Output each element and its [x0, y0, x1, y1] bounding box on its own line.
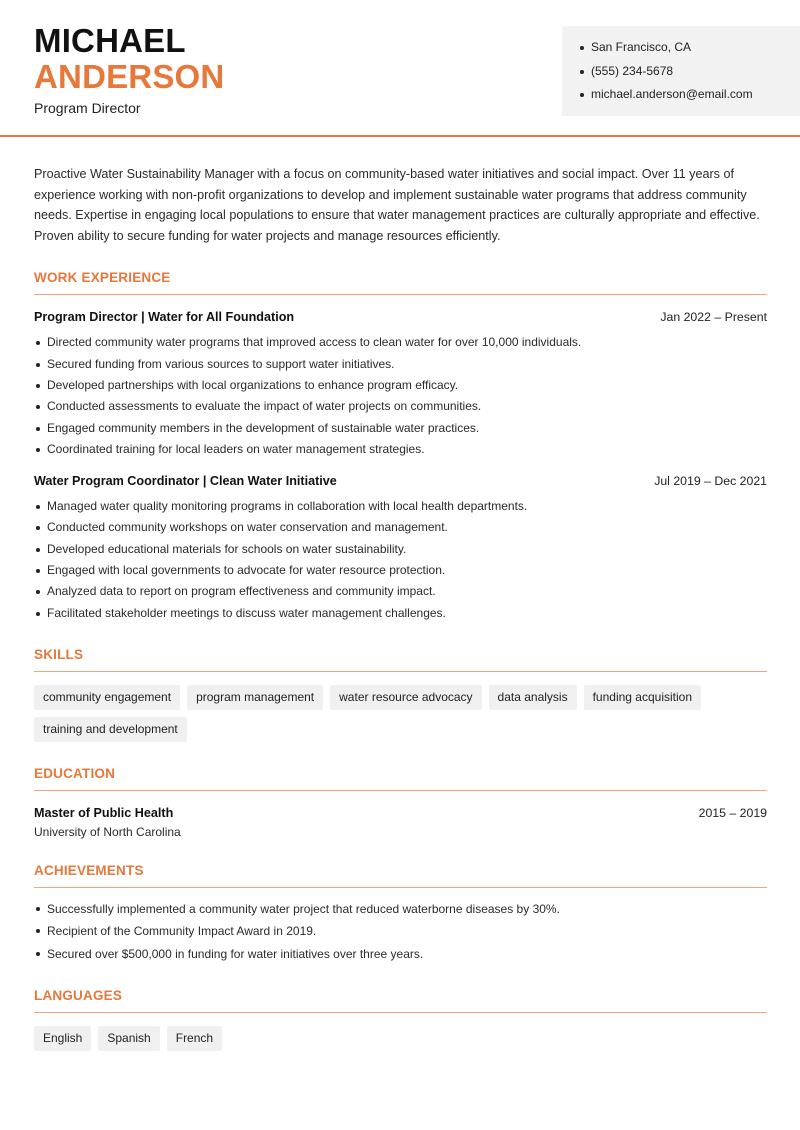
skill-tag: training and development — [34, 717, 187, 742]
skill-tag: program management — [187, 685, 323, 710]
achievement-item: Secured over $500,000 in funding for water initiatives over three years. — [34, 943, 767, 966]
language-tag: French — [167, 1026, 222, 1051]
contact-box — [562, 26, 800, 116]
job-bullets — [34, 332, 767, 460]
section-title-achievements: ACHIEVEMENTS — [34, 863, 767, 888]
resume-header — [0, 0, 800, 137]
job-dates: Jan 2022 – Present — [660, 310, 767, 325]
language-tag: English — [34, 1026, 91, 1051]
job-bullet: Engaged community members in the development of sustainable water practices. — [34, 418, 767, 439]
job-bullet: Facilitated stakeholder meetings to discuss water management challenges. — [34, 603, 767, 624]
skill-tag: water resource advocacy — [330, 685, 481, 710]
job-role: Program Director — [34, 100, 141, 116]
education-entry — [34, 806, 767, 839]
last-name: ANDERSON — [34, 58, 225, 95]
section-title-education: EDUCATION — [34, 766, 767, 791]
job-bullet: Engaged with local governments to advocate for water resource protection. — [34, 560, 767, 581]
education-dates: 2015 – 2019 — [698, 805, 767, 820]
job-dates: Jul 2019 – Dec 2021 — [654, 474, 767, 489]
language-tag: Spanish — [98, 1026, 159, 1051]
skill-tags — [34, 685, 767, 742]
job-bullet: Managed water quality monitoring programs in collaboration with local health departments. — [34, 496, 767, 517]
job-bullet: Developed partnerships with local organizations to enhance program efficacy. — [34, 375, 767, 396]
languages-section — [34, 988, 767, 1051]
contact-phone: (555) 234-5678 — [580, 60, 800, 84]
job-bullet: Coordinated training for local leaders on water management strategies. — [34, 439, 767, 460]
achievement-item: Recipient of the Community Impact Award in 2019. — [34, 920, 767, 943]
summary-text: Proactive Water Sustainability Manager with a focus on community-based water initiatives and social impact. Over 11 years of experience working with non-profit organizations to develop and implement sustainable water programs that address community needs. Expertise in engaging local populations to ensure that water management practices are culturally appropriate and effective. Proven ability to secure funding for water projects and manage resources efficiently. — [34, 167, 760, 243]
job-bullet: Directed community water programs that improved access to clean water for over 10,000 individuals. — [34, 332, 767, 353]
achievement-list — [34, 898, 767, 966]
job-entry — [34, 474, 767, 624]
job-entry — [34, 310, 767, 460]
work-section — [34, 270, 767, 624]
section-title-work: WORK EXPERIENCE — [34, 270, 767, 295]
skill-tag: funding acquisition — [584, 685, 701, 710]
education-section — [34, 766, 767, 839]
job-bullet: Analyzed data to report on program effectiveness and community impact. — [34, 581, 767, 602]
job-title: Water Program Coordinator | Clean Water Initiative — [34, 474, 337, 489]
resume-body — [34, 164, 767, 1051]
degree: Master of Public Health — [34, 805, 174, 820]
job-bullet: Secured funding from various sources to support water initiatives. — [34, 354, 767, 375]
job-bullet: Developed educational materials for schools on water sustainability. — [34, 539, 767, 560]
job-bullet: Conducted community workshops on water conservation and management. — [34, 517, 767, 538]
school-name: University of North Carolina — [34, 824, 181, 839]
skill-tag: data analysis — [489, 685, 577, 710]
achievement-item: Successfully implemented a community water project that reduced waterborne diseases by 30%. — [34, 898, 767, 921]
section-title-languages: LANGUAGES — [34, 988, 767, 1013]
achievements-section — [34, 863, 767, 966]
skill-tag: community engagement — [34, 685, 180, 710]
job-bullets — [34, 496, 767, 624]
job-title: Program Director | Water for All Foundation — [34, 310, 295, 325]
candidate-name — [34, 24, 224, 94]
section-title-skills: SKILLS — [34, 647, 767, 672]
job-bullet: Conducted assessments to evaluate the impact of water projects on communities. — [34, 396, 767, 417]
contact-location: San Francisco, CA — [580, 36, 800, 60]
language-tags — [34, 1026, 767, 1051]
first-name: MICHAEL — [34, 22, 186, 59]
skills-section — [34, 647, 767, 742]
contact-email: michael.anderson@email.com — [580, 83, 800, 107]
